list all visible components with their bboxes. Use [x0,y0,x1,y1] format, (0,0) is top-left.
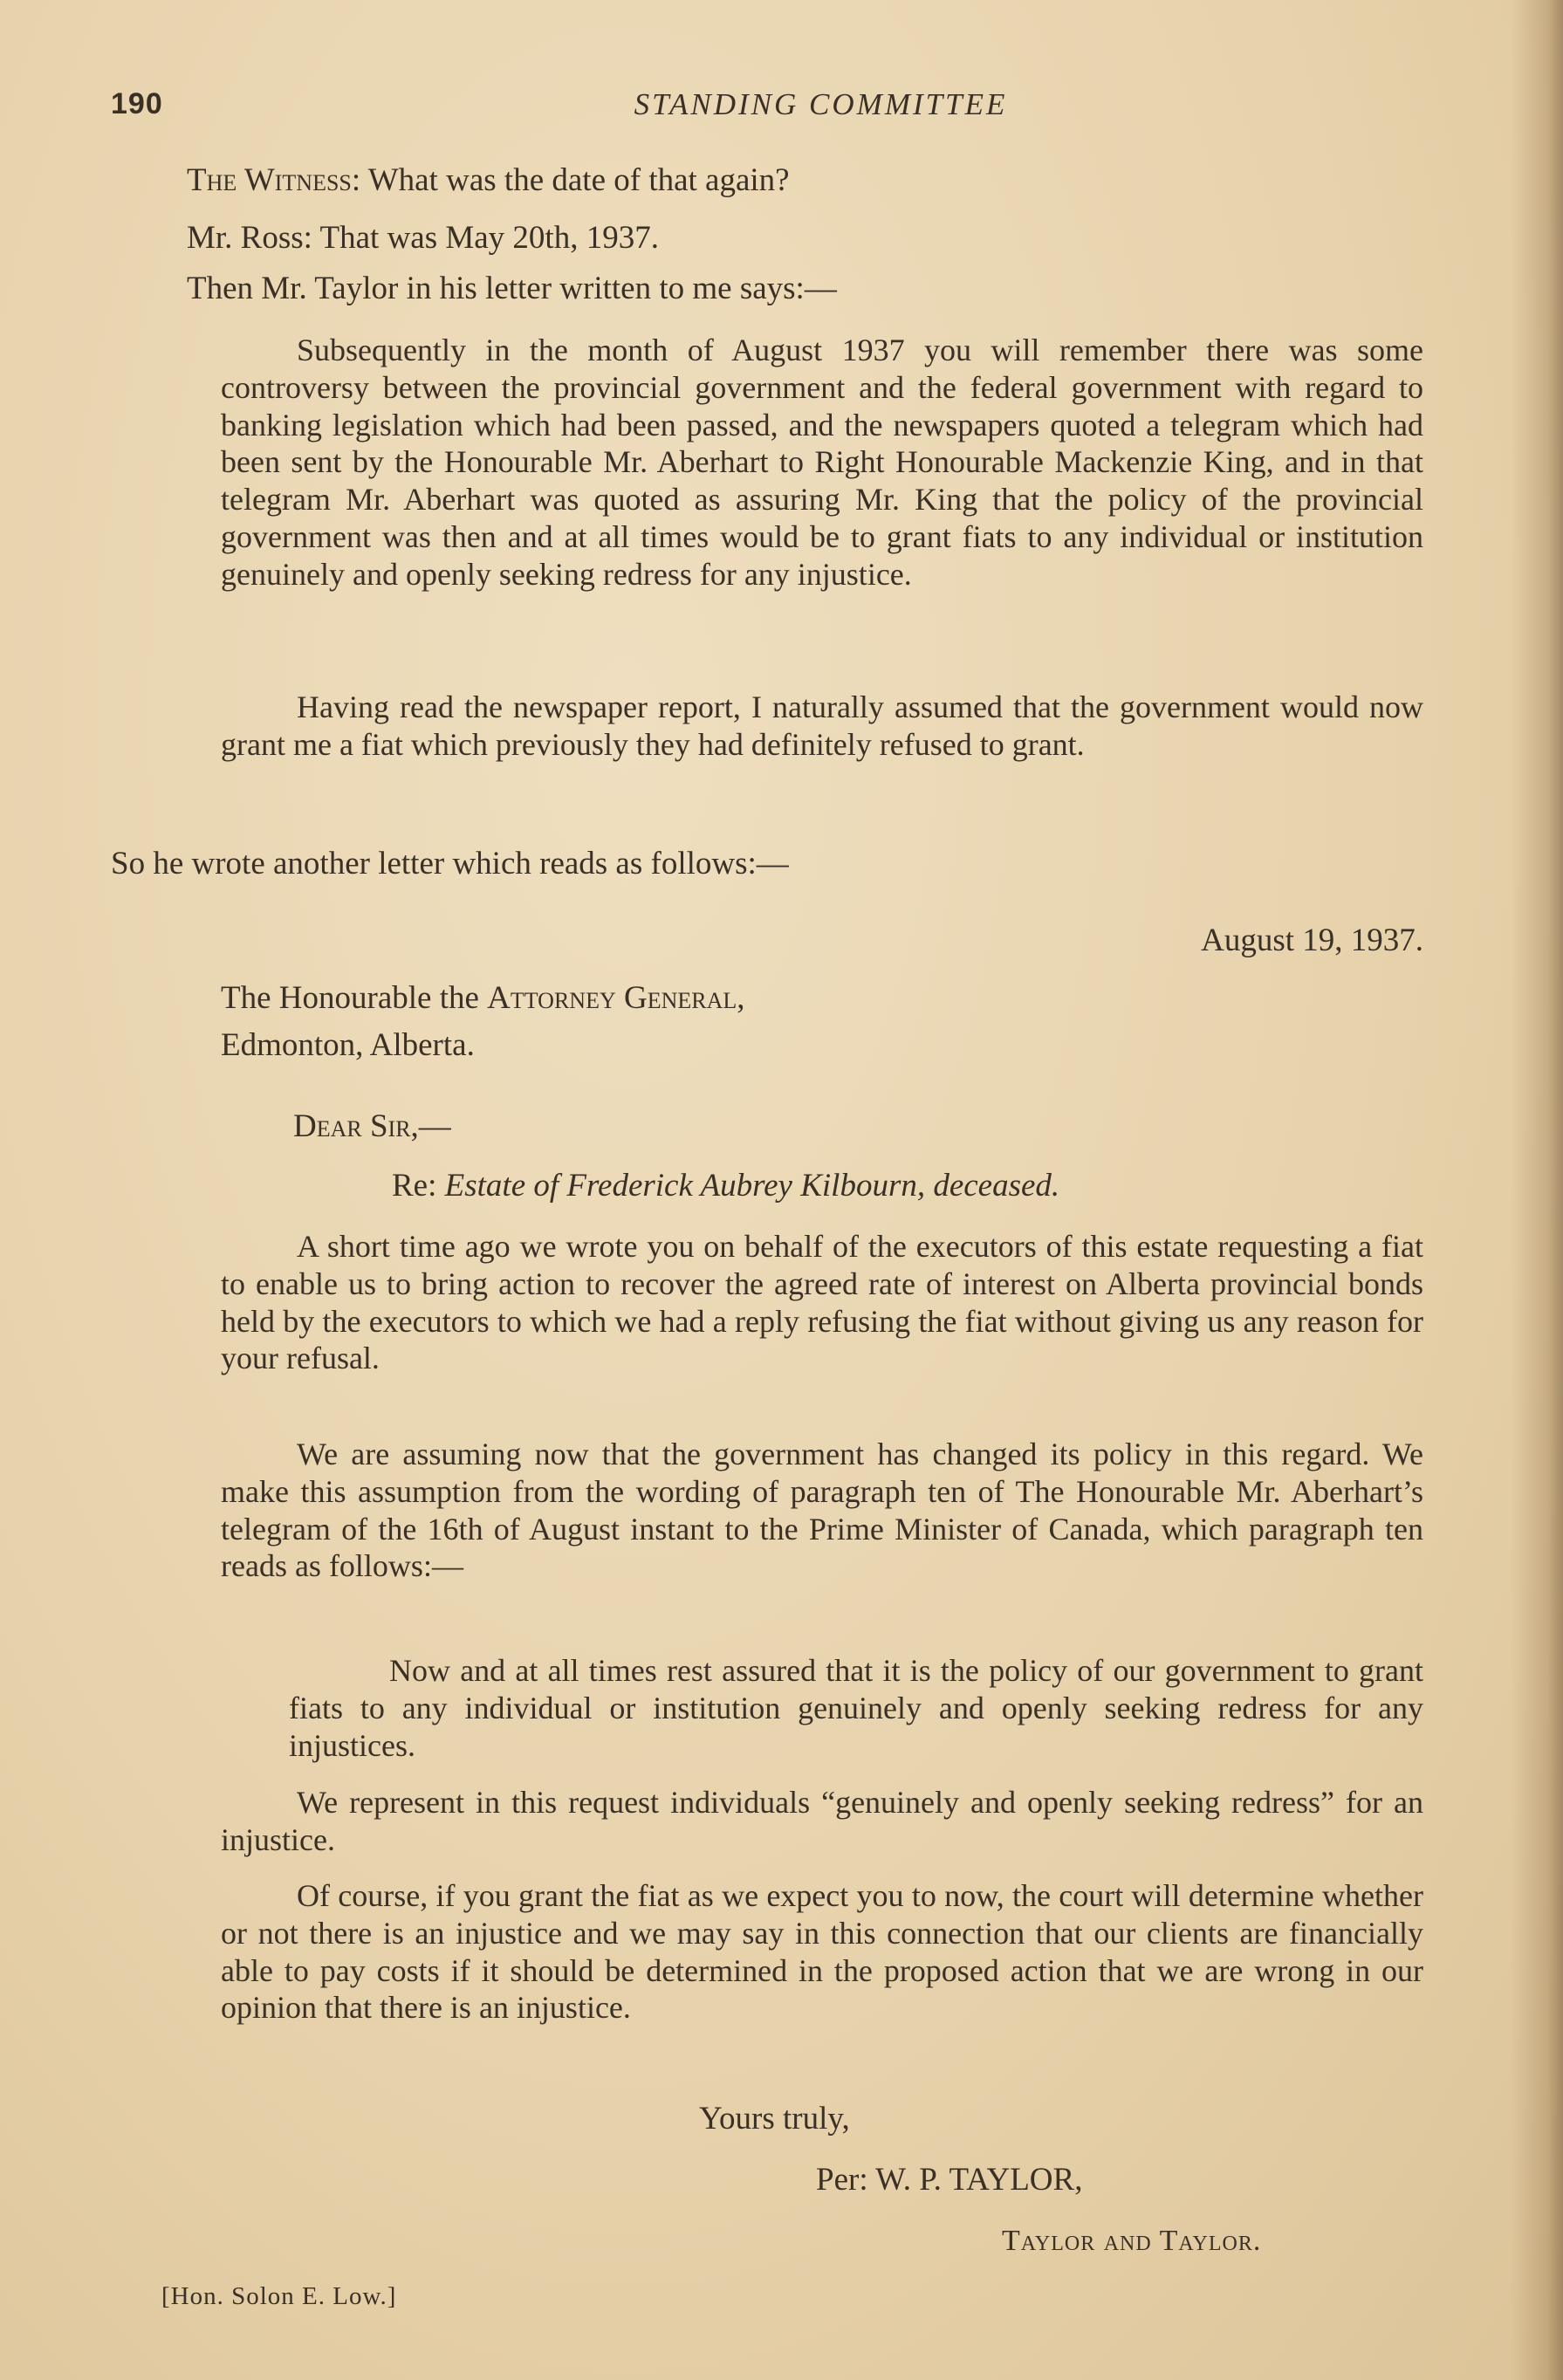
addressee-suffix: , [737,980,745,1016]
witness-question-text: : What was the date of that again? [351,162,790,198]
letter-salutation: Dear Sir,— [293,1108,451,1144]
letter-signature: Per: W. P. TAYLOR, [816,2162,1083,2198]
running-head: STANDING COMMITTEE [634,87,1008,121]
quoted-paragraph-1: Subsequently in the month of August 1937 you will remember there was some controversy between the provincial government and the federal government with regard to banking legislation which had been passed, and the newspapers quoted a telegram which had been sent by the Honourable Mr. Aberhart to Right Honourable Mackenzie King, and in that telegram Mr. Aberhart was quoted as assuring Mr. King that the policy of the provincial government was then and at all times would be to grant fiats to any individual or institution genuinely and openly seeking redress for any injustice. [221,333,1423,592]
footer-speaker: [Hon. Solon E. Low.] [161,2282,397,2310]
re-subject: Estate of Frederick Aubrey Kilbourn, deceased. [444,1168,1060,1204]
letter-paragraph-4: We represent in this request individuals “genuinely and openly seeking redress” for an injustice. [221,1785,1423,1857]
letter-addressee [221,977,744,1019]
transition-sentence: So he wrote another letter which reads as follows:— [111,846,789,881]
ross-reply: Mr. Ross: That was May 20th, 1937. [187,220,659,256]
addressee-prefix: The Honourable the [221,980,488,1016]
letter-paragraph-1: A short time ago we wrote you on behalf of the executors of this estate requesting a fiat to enable us to bring action to recover the agreed rate of interest on Alberta provincial bonds held by the executors to which we had a reply refusing the fiat without giving us any reason for your refusal. [221,1229,1423,1376]
page-edge-shadow [1511,0,1563,2380]
re-label: Re: [392,1168,445,1204]
letter-paragraph-5: Of course, if you grant the fiat as we expect you to now, the court will determine whether or not there is an injustice and we may say in this connection that our clients are financially able to pay costs if it should be determined in the proposed action that we are wrong in our opinion that there is an injustice. [221,1878,1423,2026]
letter-paragraph-2: We are assuming now that the government has changed its policy in this regard. We make this assumption from the wording of paragraph ten of The Honourable Mr. Aberhart’s telegram of the 16th of August instant to the Prime Minister of Canada, which paragraph ten reads as follows:— [221,1437,1423,1584]
letter-re-line [392,1165,1059,1207]
letter-quoted-telegram: Now and at all times rest assured that it is the policy of our government to grant fiats to any individual or institution genuinely and openly seeking redress for any injustices. [289,1653,1423,1763]
letter-firm: Taylor and Taylor. [1002,2225,1262,2257]
witness-label: The Witness [187,162,352,198]
page-number: 190 [111,87,163,120]
letter-closing: Yours truly, [699,2101,850,2137]
witness-question [187,160,790,202]
taylor-intro: Then Mr. Taylor in his letter written to me says:— [187,271,837,306]
letter-address-city: Edmonton, Alberta. [221,1027,475,1063]
addressee-title: Attorney General [487,980,737,1016]
quoted-paragraph-2: Having read the newspaper report, I naturally assumed that the government would now grant me a fiat which previously they had definitely refused to grant. [221,689,1423,762]
letter-date: August 19, 1937. [1201,923,1423,958]
